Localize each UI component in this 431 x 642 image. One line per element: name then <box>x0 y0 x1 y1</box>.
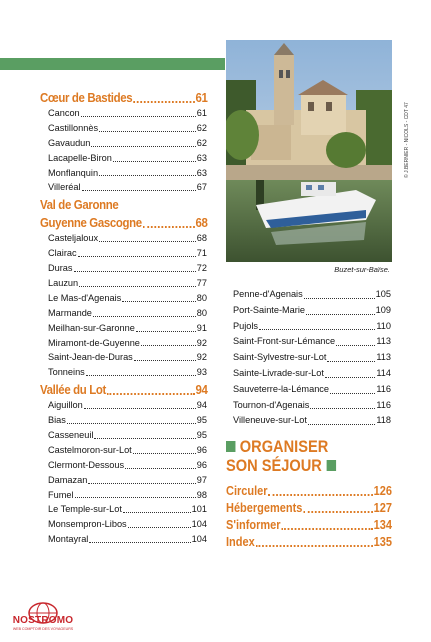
organiser-title-line2: SON SÉJOUR <box>226 456 322 475</box>
toc-entry-page: 95 <box>196 430 207 441</box>
toc-entry-page: 104 <box>191 534 207 545</box>
toc-entry-label: Saint-Sylvestre-sur-Lot <box>233 352 327 363</box>
toc-entry <box>233 366 391 382</box>
toc-entry <box>233 350 391 366</box>
toc-entry <box>40 231 207 246</box>
dot-leader <box>325 377 375 378</box>
organiser-heading <box>226 437 372 475</box>
dot-leader <box>79 286 196 287</box>
toc-entry-page: 95 <box>196 415 207 426</box>
nostromo-logo <box>7 601 79 638</box>
photo-credit <box>396 60 410 200</box>
dot-leader <box>336 345 375 346</box>
organiser-entry-page: 135 <box>373 535 392 549</box>
toc-entry-label: Clermont-Dessous <box>48 459 125 470</box>
toc-entry-page: 94 <box>196 400 207 411</box>
organiser-entry <box>226 483 392 500</box>
toc-entry-page: 63 <box>196 167 207 178</box>
toc-entry-page: 116 <box>376 399 391 410</box>
toc-entry-label: Tonneins <box>48 367 85 378</box>
toc-entry <box>40 488 207 503</box>
buzet-photo <box>226 40 392 262</box>
toc-entry-label: Casseneuil <box>48 430 94 441</box>
toc-entry <box>40 443 207 458</box>
toc-entry-page: 109 <box>375 304 391 315</box>
organiser-entry-page: 126 <box>373 484 392 498</box>
dot-leader <box>303 511 372 513</box>
green-header-band <box>0 58 225 70</box>
dot-leader <box>143 226 195 228</box>
toc-entry-label: Villeréal <box>48 182 81 193</box>
toc-entry-page: 104 <box>191 519 207 530</box>
organiser-entry-page: 127 <box>373 501 392 515</box>
toc-entry <box>40 136 207 151</box>
toc-entry-page: 80 <box>196 292 207 303</box>
canal-town-illustration <box>226 40 392 262</box>
toc-section-page: 68 <box>195 215 208 231</box>
toc-entry-page: 62 <box>196 137 207 148</box>
toc-entry-label: Le Temple-sur-Lot <box>48 504 122 515</box>
toc-entry <box>233 334 391 350</box>
toc-entry-page: 110 <box>376 320 391 331</box>
toc-entry-label: Saint-Front-sur-Lémance <box>233 336 336 347</box>
organiser-entry <box>226 500 392 517</box>
toc-entry-label: Castillonnès <box>48 122 99 133</box>
toc-entry-label: Sainte-Livrade-sur-Lot <box>233 367 324 378</box>
dot-leader <box>74 271 196 272</box>
toc-entry-label: Sauveterre-la-Lémance <box>233 383 330 394</box>
toc-entry <box>40 473 207 488</box>
green-square-icon <box>327 460 336 471</box>
organiser-entry-label: S'informer <box>226 518 281 532</box>
toc-entry-label: Meilhan-sur-Garonne <box>48 322 135 333</box>
dot-leader <box>141 345 196 346</box>
toc-entry <box>233 319 391 335</box>
dot-leader <box>91 146 195 147</box>
dot-leader <box>128 527 191 528</box>
toc-entry-page: 62 <box>196 122 207 133</box>
toc-entry-page: 96 <box>196 459 207 470</box>
toc-section-heading <box>40 90 208 106</box>
organiser-list <box>226 483 392 551</box>
dot-leader <box>310 408 375 409</box>
dot-leader <box>134 360 196 361</box>
toc-entry <box>40 261 207 276</box>
toc-entry-page: 113 <box>376 352 391 363</box>
toc-entry-label: Duras <box>48 263 73 274</box>
dot-leader <box>113 161 196 162</box>
toc-section-label: Guyenne Gascogne <box>40 215 142 231</box>
dot-leader <box>89 542 190 543</box>
toc-entry-page: 97 <box>196 474 207 485</box>
dot-leader <box>308 424 375 425</box>
dot-leader <box>133 101 194 103</box>
toc-entry-label: Villeneuve-sur-Lot <box>233 415 307 426</box>
toc-entry-label: Tournon-d'Agenais <box>233 399 310 410</box>
dot-leader <box>107 393 195 395</box>
dot-leader <box>122 301 196 302</box>
green-square-icon <box>226 441 235 452</box>
photo-credit-text: © J.BERNIER - NICOLS - CDT 47 <box>404 102 410 178</box>
toc-entry-label: Marmande <box>48 307 92 318</box>
toc-entry-page: 67 <box>196 182 207 193</box>
dot-leader <box>81 116 196 117</box>
dot-leader <box>281 528 372 530</box>
dot-leader <box>125 468 196 469</box>
dot-leader <box>94 438 195 439</box>
dot-leader <box>306 314 375 315</box>
toc-entry-label: Fumel <box>48 489 74 500</box>
toc-section-heading <box>40 197 208 213</box>
toc-right-column <box>233 287 391 429</box>
toc-entry <box>40 306 207 321</box>
toc-entry <box>40 458 207 473</box>
organiser-entry <box>226 534 392 551</box>
toc-entry-page: 93 <box>196 367 207 378</box>
logo-name: NOSTROMO <box>12 615 74 626</box>
dot-leader <box>82 190 196 191</box>
toc-entry-label: Lacapelle-Biron <box>48 152 112 163</box>
organiser-entry <box>226 517 392 534</box>
dot-leader <box>304 298 375 299</box>
toc-entry-label: Penne-d'Agenais <box>233 289 303 299</box>
toc-entry <box>40 180 207 195</box>
dot-leader <box>256 545 373 547</box>
dot-leader <box>93 316 196 317</box>
toc-entry-page: 92 <box>196 337 207 348</box>
dot-leader <box>259 329 375 330</box>
dot-leader <box>99 241 196 242</box>
toc-entry <box>233 398 391 414</box>
toc-entry-page: 68 <box>196 233 207 244</box>
toc-entry-page: 101 <box>191 504 207 515</box>
dot-leader <box>133 453 196 454</box>
toc-entry <box>40 413 207 428</box>
toc-entry-page: 118 <box>376 415 391 426</box>
toc-section-page: 61 <box>195 90 208 105</box>
dot-leader <box>136 331 196 332</box>
toc-section-heading <box>40 382 208 398</box>
toc-entry-page: 61 <box>196 107 207 118</box>
toc-entry <box>40 532 207 547</box>
toc-left-column <box>40 90 207 547</box>
dot-leader <box>123 512 191 513</box>
toc-entry-page: 92 <box>196 352 207 363</box>
toc-entry-label: Miramont-de-Guyenne <box>48 337 140 348</box>
toc-entry-label: Lauzun <box>48 278 79 288</box>
dot-leader <box>67 423 196 424</box>
toc-entry <box>40 166 207 181</box>
organiser-title-line1: ORGANISER <box>239 437 329 456</box>
toc-entry <box>40 365 207 380</box>
toc-entry-page: 80 <box>196 307 207 318</box>
toc-entry-page: 113 <box>376 336 391 347</box>
organiser-entry-label: Circuler <box>226 484 268 498</box>
toc-entry-label: Port-Sainte-Marie <box>233 304 305 315</box>
dot-leader <box>84 408 196 409</box>
photo-caption: Buzet-sur-Baïse. <box>334 265 390 274</box>
dot-leader <box>88 483 195 484</box>
toc-entry-label: Monflanquin <box>48 167 99 178</box>
dot-leader <box>86 375 196 376</box>
dot-leader <box>99 175 196 176</box>
toc-entry <box>233 303 391 319</box>
toc-entry-label: Casteljaloux <box>48 233 99 244</box>
toc-entry <box>40 321 207 336</box>
dot-leader <box>99 131 196 132</box>
toc-entry-label: Clairac <box>48 248 77 259</box>
toc-entry-label: Monsempron-Libos <box>48 519 127 530</box>
toc-entry <box>40 291 207 306</box>
toc-entry <box>40 502 207 517</box>
dot-leader <box>330 393 375 394</box>
toc-section-label: Cœur de Bastides <box>40 90 133 105</box>
dot-leader <box>78 256 196 257</box>
dot-leader <box>75 497 196 498</box>
toc-entry <box>40 151 207 166</box>
toc-entry <box>233 382 391 398</box>
toc-entry-label: Castelmoron-sur-Lot <box>48 444 132 455</box>
toc-entry-page: 71 <box>196 248 207 259</box>
toc-entry <box>40 121 207 136</box>
toc-entry-label: Montayral <box>48 534 89 545</box>
toc-entry <box>40 336 207 351</box>
toc-entry-label: Saint-Jean-de-Duras <box>48 352 133 363</box>
toc-entry-label: Bias <box>48 415 66 426</box>
toc-entry-page: 114 <box>376 367 391 378</box>
toc-entry-page: 105 <box>375 289 391 299</box>
toc-entry-label: Damazan <box>48 474 88 485</box>
toc-entry <box>233 413 391 429</box>
organiser-entry-label: Index <box>226 535 255 549</box>
toc-entry-page: 91 <box>196 322 207 333</box>
toc-section-label: Vallée du Lot <box>40 382 106 398</box>
toc-entry <box>40 398 207 413</box>
toc-entry-page: 72 <box>196 263 207 274</box>
toc-entry-label: Aiguillon <box>48 400 83 411</box>
toc-section-page: 94 <box>195 382 208 398</box>
toc-entry <box>40 276 207 291</box>
toc-entry-label: Le Mas-d'Agenais <box>48 292 122 303</box>
dot-leader <box>327 361 375 362</box>
organiser-entry-page: 134 <box>373 518 392 532</box>
toc-entry-page: 77 <box>196 278 207 288</box>
toc-entry <box>40 246 207 261</box>
toc-entry-label: Pujols <box>233 320 259 331</box>
toc-entry <box>40 350 207 365</box>
toc-entry <box>40 428 207 443</box>
toc-entry <box>40 106 207 121</box>
toc-entry-page: 96 <box>196 444 207 455</box>
organiser-entry-label: Hébergements <box>226 501 303 515</box>
toc-section-heading <box>40 215 208 231</box>
logo-tagline: WEB COMPTOIR DES VOYAGEURS <box>12 627 74 631</box>
toc-entry <box>233 287 391 303</box>
toc-section-label: Val de Garonne <box>40 197 119 213</box>
toc-entry-page: 116 <box>376 383 391 394</box>
toc-entry-label: Gavaudun <box>48 137 91 148</box>
toc-entry-label: Cancon <box>48 107 80 118</box>
toc-entry-page: 98 <box>196 489 207 500</box>
toc-entry <box>40 517 207 532</box>
dot-leader <box>268 494 372 496</box>
toc-entry-page: 63 <box>196 152 207 163</box>
